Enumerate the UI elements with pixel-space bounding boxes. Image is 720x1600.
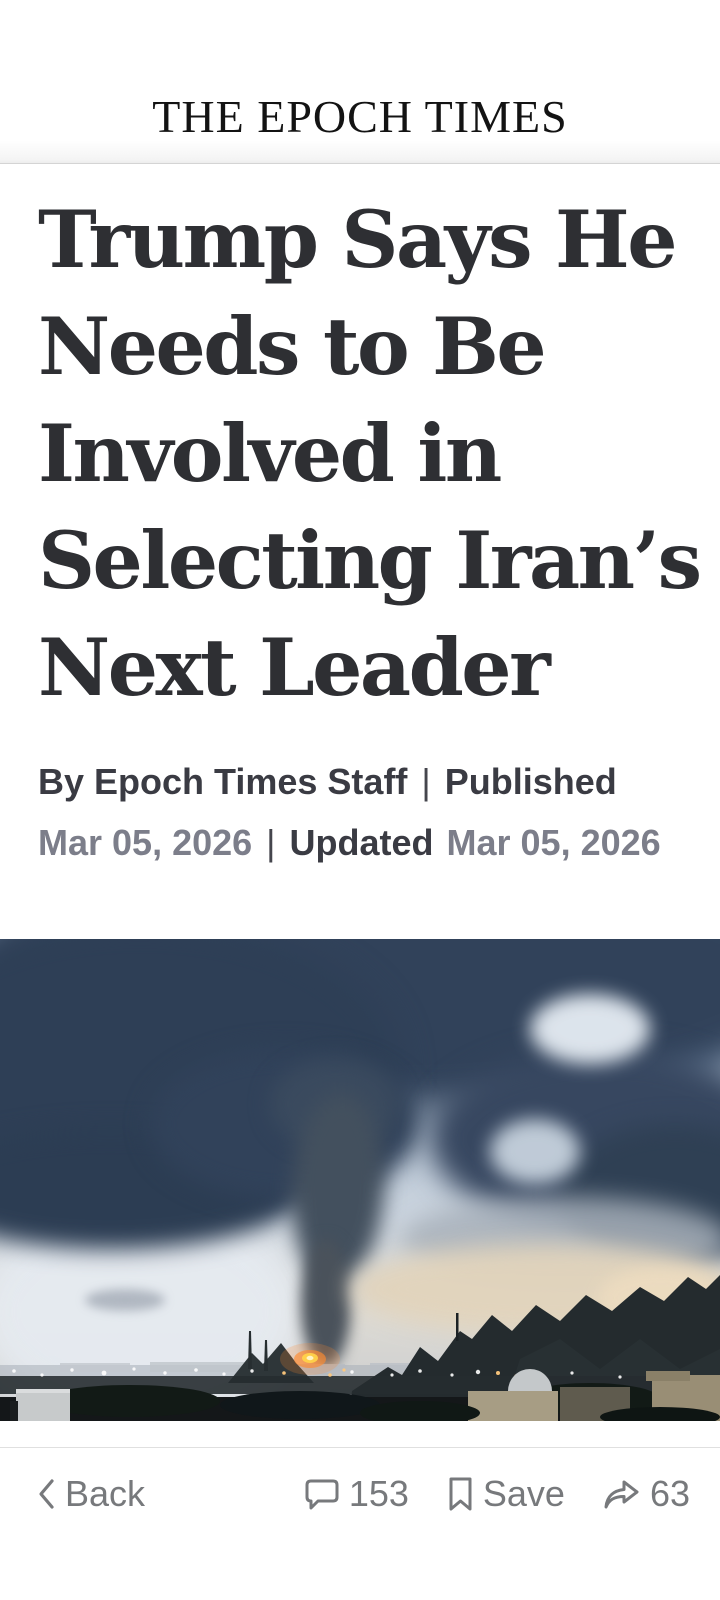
comments-count: 153 bbox=[348, 1473, 409, 1514]
headline-line: Next Leader bbox=[38, 621, 549, 714]
headline-line: Selecting Iran’s bbox=[38, 514, 700, 607]
headline-line: Needs to Be bbox=[38, 300, 545, 393]
back-button[interactable] bbox=[38, 1474, 145, 1514]
landscape-overlay bbox=[0, 939, 720, 1421]
left-spire bbox=[248, 1331, 252, 1369]
article-photo bbox=[0, 939, 720, 1421]
bookmark-icon bbox=[447, 1476, 474, 1512]
masthead-title: THE EPOCH TIMES bbox=[152, 91, 568, 142]
fire-glow bbox=[280, 1343, 340, 1375]
comments-button[interactable] bbox=[304, 1474, 409, 1514]
byline-separator: | bbox=[266, 822, 276, 863]
share-button[interactable] bbox=[603, 1474, 690, 1514]
byline bbox=[38, 751, 682, 873]
left-spire-2 bbox=[264, 1340, 268, 1371]
byline-author: By Epoch Times Staff bbox=[38, 761, 408, 802]
article-headline bbox=[38, 186, 700, 721]
masthead bbox=[0, 0, 720, 164]
headline-line: Trump Says He bbox=[38, 193, 675, 286]
antenna bbox=[456, 1313, 459, 1341]
byline-published-date: Mar 05, 2026 bbox=[38, 822, 253, 863]
headline-line: Involved in bbox=[38, 407, 500, 500]
back-label: Back bbox=[65, 1473, 146, 1514]
bar-right-group bbox=[304, 1474, 690, 1514]
byline-updated-date: Mar 05, 2026 bbox=[446, 822, 661, 863]
comment-icon bbox=[304, 1478, 340, 1511]
byline-updated-label: Updated bbox=[289, 822, 434, 863]
share-count: 63 bbox=[649, 1473, 690, 1514]
chevron-left-icon bbox=[38, 1478, 56, 1510]
bottom-action-bar bbox=[0, 1447, 720, 1514]
byline-published-label: Published bbox=[444, 761, 617, 802]
save-button[interactable] bbox=[447, 1474, 565, 1514]
byline-separator: | bbox=[421, 761, 431, 802]
save-label: Save bbox=[482, 1473, 565, 1514]
share-icon bbox=[603, 1478, 641, 1510]
byline-row-2 bbox=[38, 812, 682, 873]
byline-row-1 bbox=[38, 751, 682, 812]
